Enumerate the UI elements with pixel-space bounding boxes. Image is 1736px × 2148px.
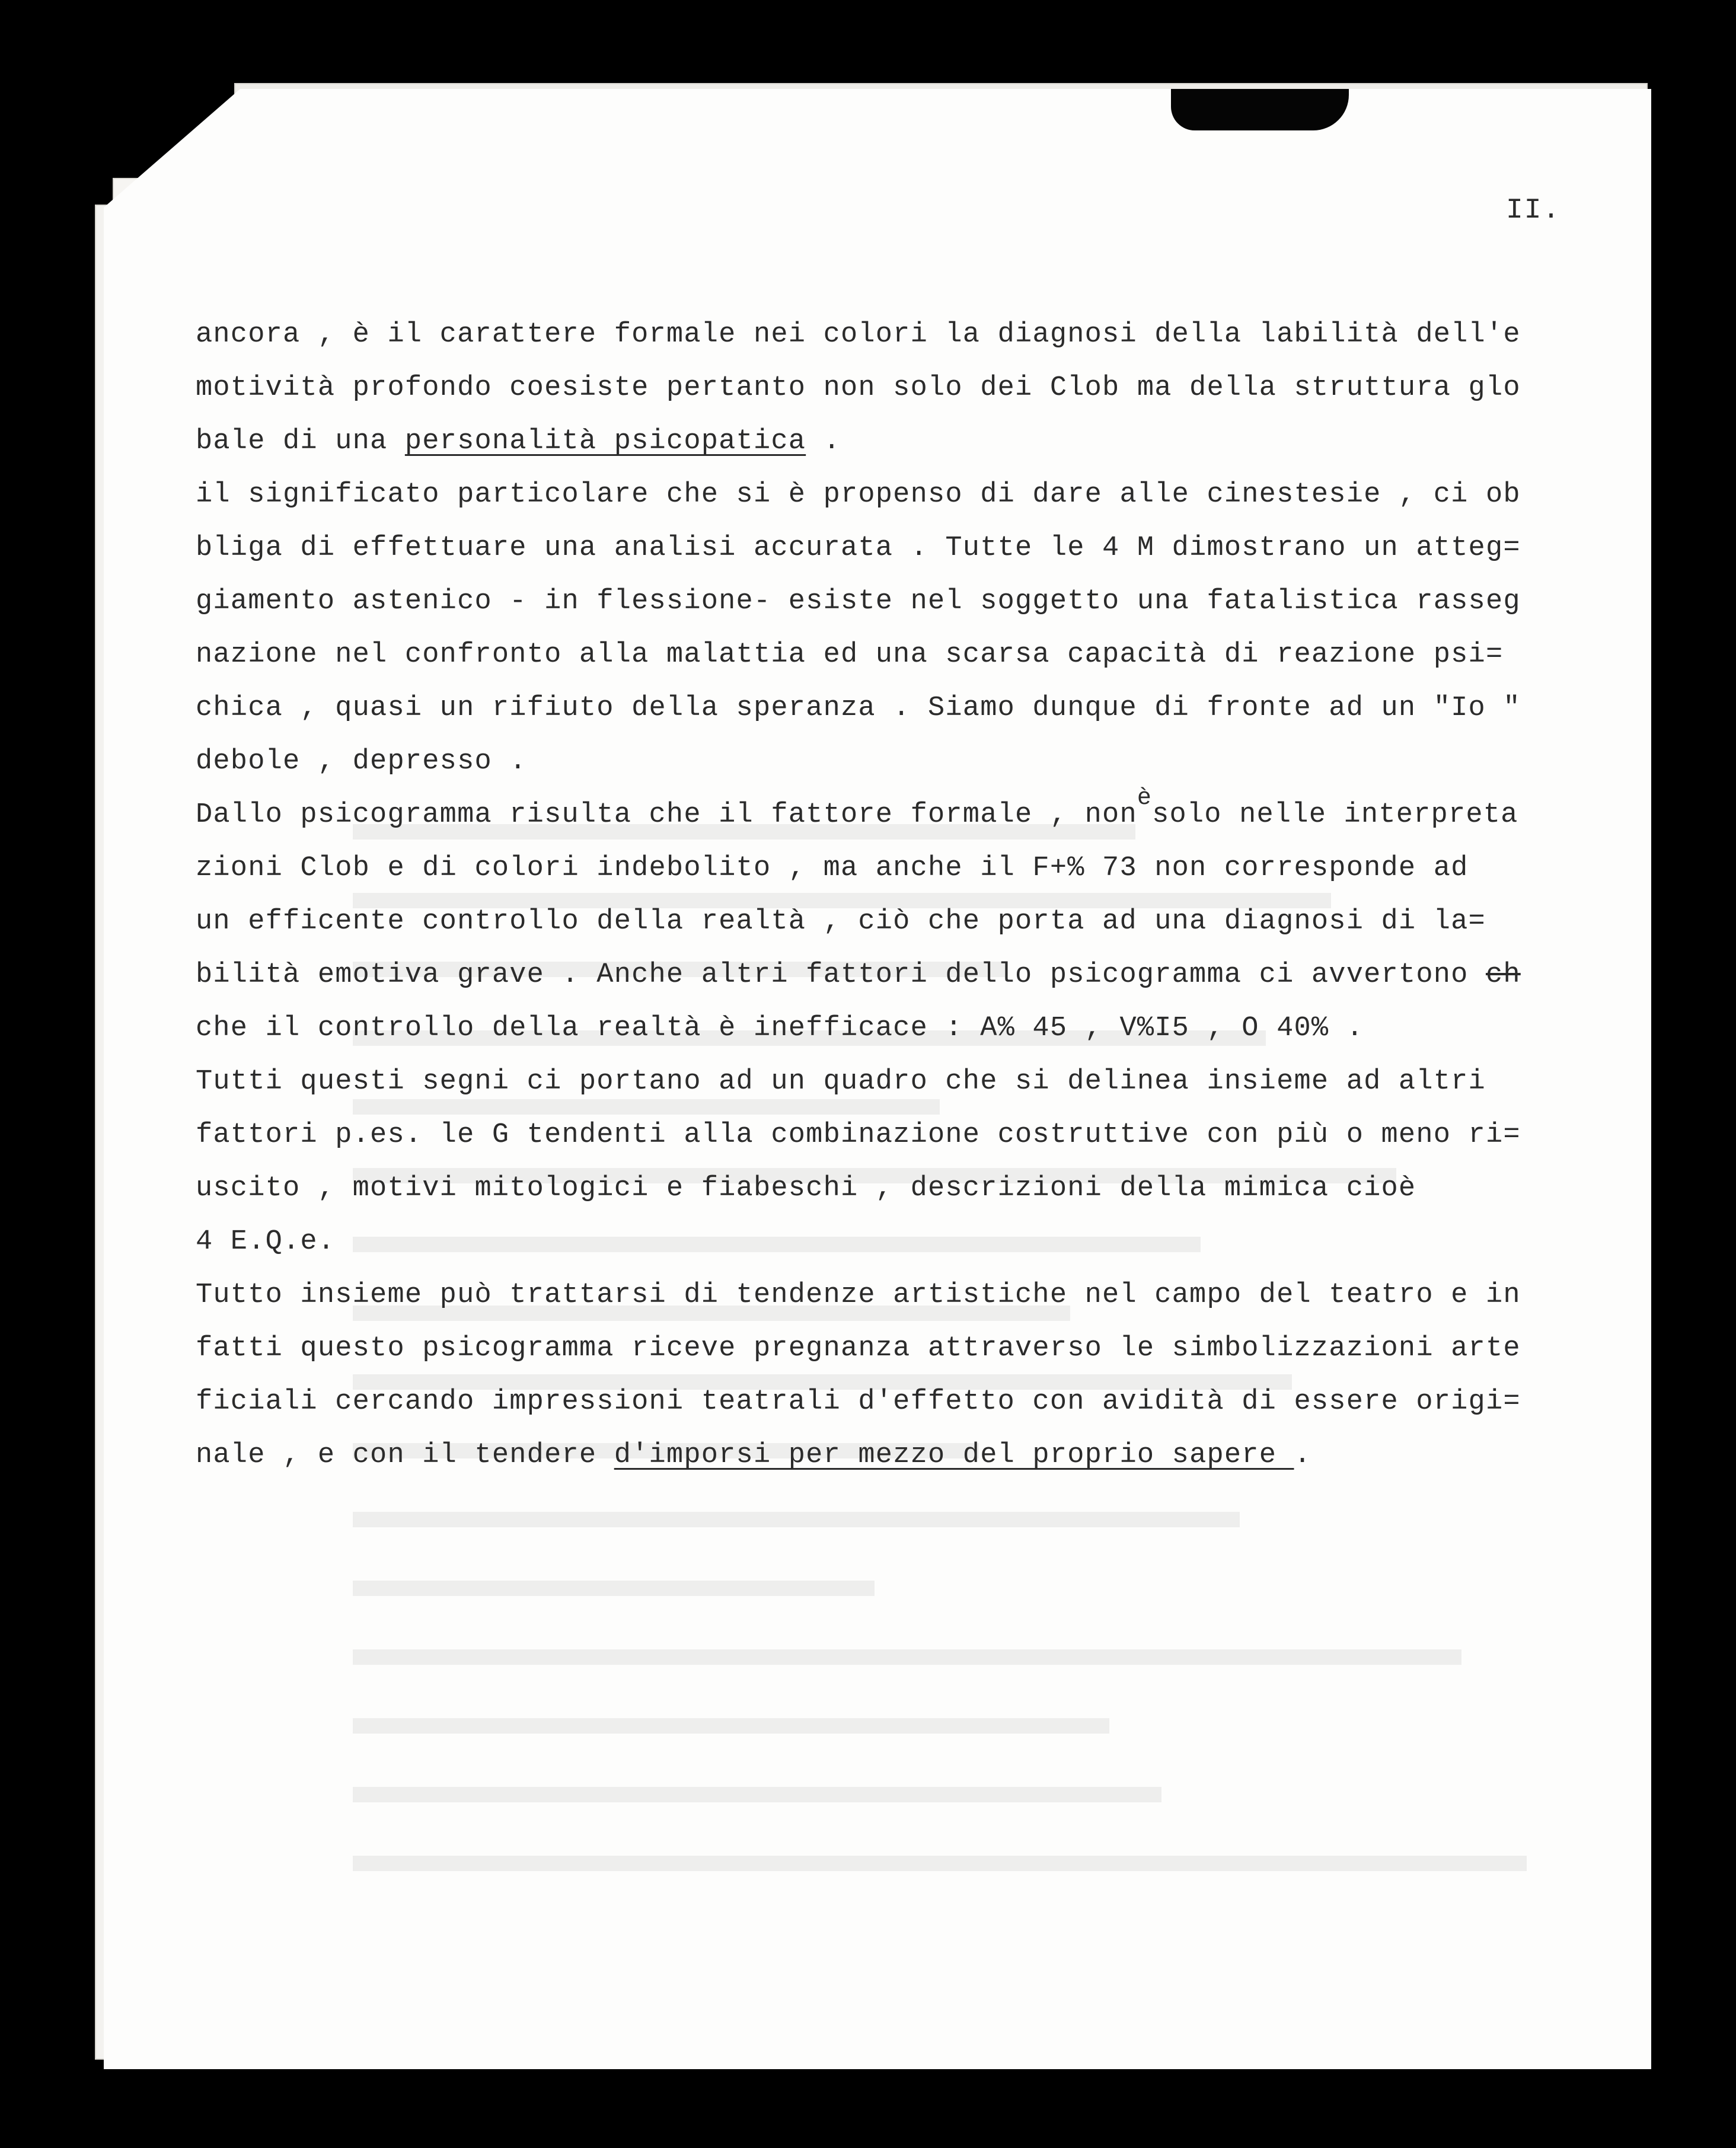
struck-out-text: ch xyxy=(1485,959,1521,991)
text-line xyxy=(196,1109,1619,1162)
text-segment: solo nelle interpreta xyxy=(1152,799,1518,831)
text-segment: bliga di effettuare una analisi accurata . Tutte le 4 M dimostrano un atteg= xyxy=(196,532,1521,564)
text-line xyxy=(196,575,1619,628)
text-segment: . xyxy=(1294,1440,1311,1471)
text-line xyxy=(196,682,1619,735)
text-segment: fatti questo psicogramma riceve pregnanza attraverso le simbolizzazioni arte xyxy=(196,1333,1521,1364)
text-line xyxy=(196,949,1619,1002)
text-line xyxy=(196,1002,1619,1055)
text-segment: un efficente controllo della realtà , ciò che porta ad una diagnosi di la= xyxy=(196,906,1486,937)
text-line xyxy=(196,735,1619,789)
text-segment: il significato particolare che si è propenso di dare alle cinestesie , ci ob xyxy=(196,479,1521,510)
text-segment: bilità emotiva grave . Anche altri fattori dello psicogramma ci avvertono xyxy=(196,959,1486,991)
text-line xyxy=(196,842,1619,895)
text-segment: giamento astenico - in flessione- esiste nel soggetto una fatalistica rasseg xyxy=(196,586,1521,617)
text-line xyxy=(196,1322,1619,1375)
text-segment: . xyxy=(806,426,841,457)
text-line xyxy=(196,1375,1619,1429)
text-line xyxy=(196,1162,1619,1215)
text-segment: nazione nel confronto alla malattia ed una scarsa capacità di reazione psi= xyxy=(196,639,1504,671)
text-segment: ficiali cercando impressioni teatrali d'effetto con avidità di essere origi= xyxy=(196,1386,1521,1418)
underlined-phrase: personalità psicopatica xyxy=(404,426,806,457)
text-segment: chica , quasi un rifiuto della speranza . Siamo dunque di fronte ad un "Io " xyxy=(196,692,1521,724)
text-line xyxy=(196,308,1619,362)
text-line xyxy=(196,1055,1619,1109)
text-segment: 4 E.Q.e. xyxy=(196,1226,336,1257)
text-segment: ancora , è il carattere formale nei colori la diagnosi della labilità dell'e xyxy=(196,319,1521,350)
text-segment: nale , e con il tendere xyxy=(196,1440,614,1471)
text-segment: Tutti questi segni ci portano ad un quadro che si delinea insieme ad altri xyxy=(196,1066,1486,1097)
text-segment: uscito , motivi mitologici e fiabeschi , descrizioni della mimica cioè xyxy=(196,1173,1416,1204)
text-segment: Dallo psicogramma risulta che il fattore formale , non xyxy=(196,799,1137,831)
text-line xyxy=(196,522,1619,575)
text-line xyxy=(196,628,1619,682)
text-segment: fattori p.es. le G tendenti alla combinazione costruttive con più o meno ri= xyxy=(196,1119,1521,1151)
text-line xyxy=(196,362,1619,415)
text-line xyxy=(196,415,1619,468)
underlined-phrase: d'imporsi per mezzo del proprio sapere xyxy=(614,1440,1294,1471)
page-number: II. xyxy=(1506,194,1561,226)
text-line xyxy=(196,895,1619,949)
text-line xyxy=(196,1429,1619,1482)
text-segment: bale di una xyxy=(196,426,405,457)
text-segment: Tutto insieme può trattarsi di tendenze artistiche nel campo del teatro e in xyxy=(196,1279,1521,1311)
text-line xyxy=(196,1269,1619,1322)
text-line xyxy=(196,785,1619,842)
text-segment: motività profondo coesiste pertanto non solo dei Clob ma della struttura glo xyxy=(196,372,1521,404)
text-segment: debole , depresso . xyxy=(196,746,527,777)
text-segment: che il controllo della realtà è inefficace : A% 45 , V%I5 , O 40% . xyxy=(196,1013,1364,1044)
text-line xyxy=(196,468,1619,522)
inserted-correction: è xyxy=(1137,785,1153,812)
binder-clip xyxy=(1171,89,1349,130)
body-text xyxy=(196,308,1619,1482)
text-segment: zioni Clob e di colori indebolito , ma anche il F+% 73 non corresponde ad xyxy=(196,853,1469,884)
text-line xyxy=(196,1215,1619,1269)
